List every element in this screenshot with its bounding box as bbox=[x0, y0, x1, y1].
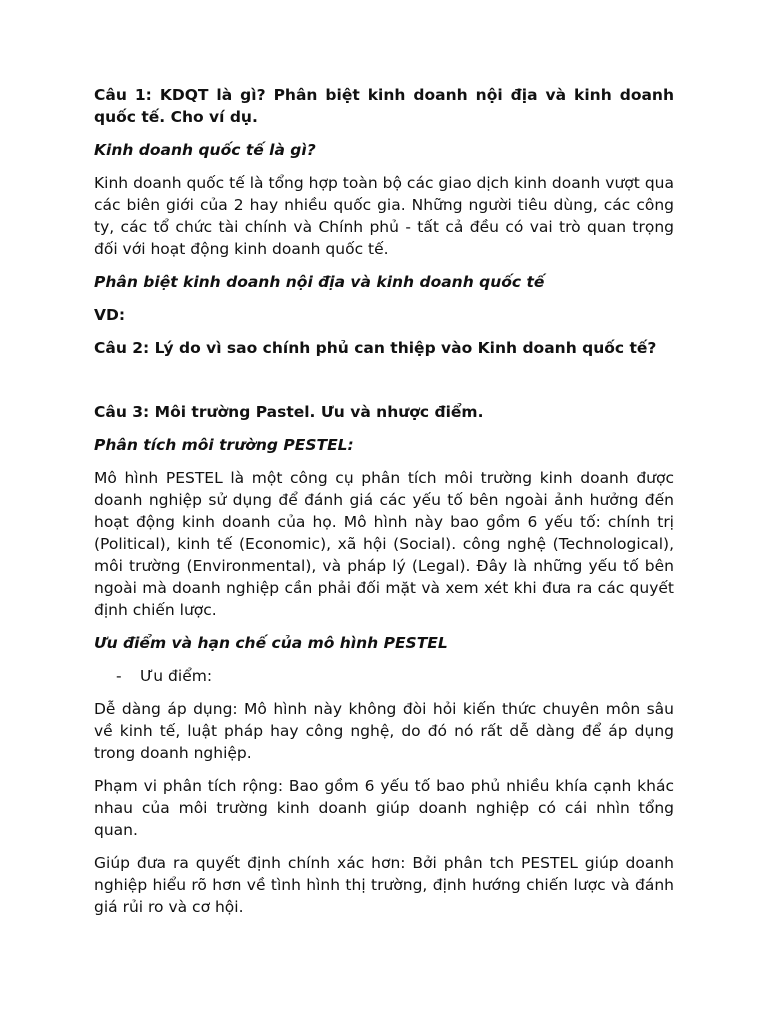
question-1-subheading-comparison: Phân biệt kinh doanh nội địa và kinh doanh quốc tế bbox=[94, 273, 545, 291]
bullet-dash: - bbox=[116, 667, 122, 685]
question-3-heading: Câu 3: Môi trường Pastel. Ưu và nhược điểm. bbox=[94, 403, 484, 421]
question-3-pestel-paragraph: Mô hình PESTEL là một công cụ phân tích môi trường kinh doanh được doanh nghiệp sử dụng để đánh giá các yếu tố bên ngoài ảnh hưởng đến hoạt động kinh doanh của họ. Mô hình này bao gồm 6 yếu tố: chính trị (Political), kinh tế (Economic), xã hội (Social). công nghệ (Technological), môi trường (Environmental), và pháp lý (Legal). Đây là những yếu tố bên ngoài mà doanh nghiệp cần phải đối mặt và xem xét khi đưa ra các quyết định chiến lược. bbox=[94, 469, 674, 619]
question-1-example-label: VD: bbox=[94, 306, 126, 324]
question-3-subheading-pestel: Phân tích môi trường PESTEL: bbox=[94, 436, 354, 454]
advantage-paragraph-1: Dễ dàng áp dụng: Mô hình này không đòi hỏi kiến thức chuyên môn sâu về kinh tế, luật pháp hay công nghệ, do đó nó rất dễ dàng để áp dụng trong doanh nghiệp. bbox=[94, 700, 674, 762]
document-page bbox=[94, 84, 674, 929]
question-1-heading: Câu 1: KDQT là gì? Phân biệt kinh doanh nội địa và kinh doanh quốc tế. Cho ví dụ. bbox=[94, 86, 674, 126]
advantages-bullet bbox=[94, 665, 674, 687]
advantage-paragraph-3: Giúp đưa ra quyết định chính xác hơn: Bởi phân tch PESTEL giúp doanh nghiệp hiểu rõ hơn về tình hình thị trường, định hướng chiến lược và đánh giá rủi ro và cơ hội. bbox=[94, 854, 674, 916]
question-1-subheading-definition: Kinh doanh quốc tế là gì? bbox=[94, 141, 316, 159]
advantage-paragraph-2: Phạm vi phân tích rộng: Bao gồm 6 yếu tố bao phủ nhiều khía cạnh khác nhau của môi trường kinh doanh giúp doanh nghiệp có cái nhìn tổng quan. bbox=[94, 777, 674, 839]
question-2-heading: Câu 2: Lý do vì sao chính phủ can thiệp vào Kinh doanh quốc tế? bbox=[94, 339, 657, 357]
question-1-definition-paragraph: Kinh doanh quốc tế là tổng hợp toàn bộ các giao dịch kinh doanh vượt qua các biên giới của 2 hay nhiều quốc gia. Những người tiêu dùng, các công ty, các tổ chức tài chính và Chính phủ - tất cả đều có vai trò quan trọng đối với hoạt động kinh doanh quốc tế. bbox=[94, 174, 674, 258]
question-3-subheading-pros-cons: Ưu điểm và hạn chế của mô hình PESTEL bbox=[94, 634, 448, 652]
bullet-text: Ưu điểm: bbox=[140, 667, 213, 685]
